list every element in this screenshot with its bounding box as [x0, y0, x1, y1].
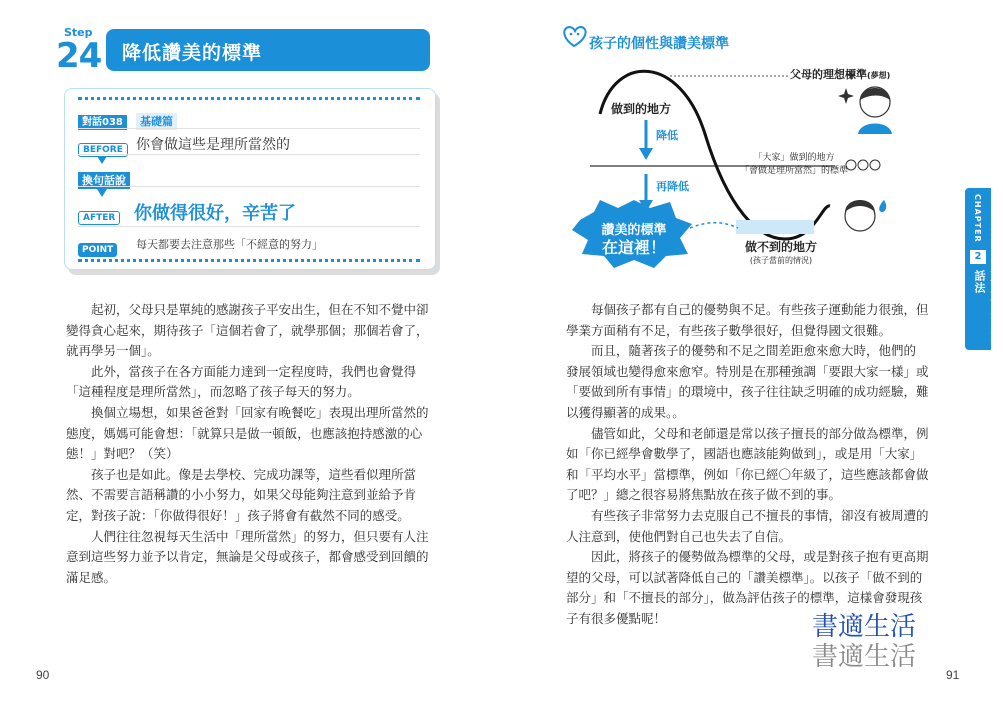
body-line: 儘管如此，父母和老師還是常以孩子擅長的部分做為標準，例 — [566, 425, 929, 441]
page-title: 降低讚美的標準 — [122, 42, 263, 64]
right-body-text — [566, 300, 929, 630]
body-line: 態！」對吧？（笑） — [66, 446, 179, 462]
body-line: 如「你已經學會數學了，國語也應該能夠做到」，或是用「大家」 — [566, 446, 923, 462]
body-line: 「要做到所有事情」的環境中，孩子往往缺乏明確的成功經驗，難 — [566, 384, 929, 400]
guide-line — [78, 186, 420, 187]
dialogue-bottom-dots — [78, 259, 420, 262]
watermark-line2: 書適生活 — [812, 642, 917, 672]
arrow-down-icon — [97, 189, 107, 197]
face-icon — [858, 160, 868, 170]
body-line: 定，對孩子說：「你做得很好！」孩子將會有截然不同的感受。 — [66, 507, 410, 523]
after-tag — [78, 205, 120, 224]
everyone-line1: 「大家」做到的地方 — [753, 153, 835, 163]
watermark-line1: 書適生活 — [812, 612, 917, 642]
heart-icon — [564, 27, 585, 46]
body-line: 發展領域也變得愈來愈窄。特別是在那種強調「要跟大家一樣」或 — [566, 363, 929, 379]
cannot-zone — [736, 220, 814, 234]
body-line: 變得貪心起來，期待孩子「這個若會了，就學那個；那個若會了， — [66, 322, 429, 338]
before-label: BEFORE — [78, 143, 128, 157]
body-line: 此外，當孩子在各方面能力達到一定程度時，我們也會覺得 — [66, 363, 417, 379]
cannot-do-note: (孩子當前的情況) — [749, 256, 813, 265]
chapter-label: CHAPTER — [973, 194, 982, 243]
after-text: 你做得很好，辛苦了 — [134, 203, 296, 224]
face-icon — [870, 160, 880, 170]
child-sweat-icon — [879, 200, 886, 212]
praise-standard-label — [584, 222, 684, 256]
body-line: 了吧？」總之很容易將焦點放在孩子做不到的事。 — [566, 487, 842, 503]
body-line: 因此，將孩子的優勢做為標準的父母，或是對孩子抱有更高期 — [566, 549, 929, 565]
body-line: 人們往往忽視每天生活中「理所當然」的努力，但只要有人注 — [66, 528, 429, 544]
lower-label: 降低 — [656, 129, 678, 142]
dialogue-level: 基礎篇 — [136, 113, 177, 130]
chapter-side-tab — [965, 188, 1002, 350]
body-line: 「這種程度是理所當然」，而忽略了孩子每天的努力。 — [66, 384, 360, 400]
point-text: 每天都要去注意那些「不經意的努力」 — [136, 238, 323, 251]
body-line: 意到這些努力並予以肯定，無論是父母或孩子，都會感受到回饋的 — [66, 549, 429, 565]
ideal-label-text: 父母的理想標準 — [790, 68, 867, 81]
dotted-arrow — [690, 223, 738, 228]
point-label: POINT — [78, 243, 117, 257]
parent-body-icon — [858, 124, 892, 135]
cannot-do-text: 做不到的地方 — [745, 240, 818, 254]
dialogue-top-dots — [78, 97, 420, 100]
sparkle-icon — [838, 88, 854, 104]
step-label: Step — [64, 26, 93, 39]
guide-line — [78, 226, 420, 227]
body-line: 每個孩子都有自己的優勢與不足。有些孩子運動能力很強，但 — [566, 302, 929, 317]
body-line: 然、不需要言語稱讚的小小努力，如果父母能夠注意到並給予肯 — [66, 487, 417, 503]
heart-eye-icon — [570, 33, 573, 36]
diagram-title: 孩子的個性與讚美標準 — [589, 36, 729, 52]
body-line: 人注意到，使他們對自己也失去了自信。 — [566, 528, 792, 544]
step-number: 24 — [56, 36, 102, 76]
lower-again-label: 再降低 — [656, 180, 689, 193]
body-line: 滿足感。 — [66, 569, 117, 585]
point-tag — [78, 237, 117, 256]
body-line: 學業方面稍有不足，有些孩子數學很好，但覺得國文很難。 — [566, 322, 892, 338]
ideal-standard-label — [790, 66, 890, 82]
heart-eye-icon — [577, 33, 580, 36]
chapter-number: 2 — [970, 250, 986, 264]
dialogue-tag-row — [78, 110, 177, 129]
cannot-do-label — [745, 240, 817, 268]
before-text: 你會做這些是理所當然的 — [136, 137, 290, 153]
page-number-left: 90 — [36, 668, 50, 682]
body-line: 有些孩子非常努力去克服自己不擅長的事情，卻沒有被周遭的 — [566, 507, 929, 523]
praise-line2: 在這裡！ — [601, 238, 666, 257]
guide-line — [78, 154, 420, 155]
body-line: 子有很多優點呢！ — [566, 610, 667, 626]
body-line: 態度，媽媽可能會想：「就算只是做一頓飯，也應該抱持感激的心 — [66, 425, 423, 441]
body-line: 就再學另一個」。 — [66, 343, 160, 359]
after-label: AFTER — [78, 211, 120, 225]
everyone-line2: 「會做是理所當然」的標準 — [740, 166, 849, 176]
arrow-down-icon — [97, 156, 107, 164]
arrow-down-icon — [639, 148, 653, 160]
body-line: 以獲得顯著的成果。。 — [566, 404, 685, 420]
body-line: 而且，隨著孩子的優勢和不足之間差距愈來愈大時，他們的 — [566, 343, 917, 359]
body-line: 和「平均水平」當標準，例如「你已經〇年級了，這些應該都會做 — [566, 466, 929, 482]
body-line: 換個立場想，如果爸爸對「回家有晚餐吃」表現出理所當然的 — [66, 404, 429, 420]
rephrase-label: 換句話說 — [78, 172, 130, 189]
body-line: 起初，父母只是單純的感謝孩子平安出生，但在不知不覺中卻 — [66, 302, 429, 317]
ideal-label-note: (夢想) — [867, 71, 891, 80]
guide-line — [78, 128, 420, 129]
body-line: 孩子也是如此。像是去學校、完成功課等，這些看似理所當 — [66, 466, 417, 482]
dialogue-number-tag: 對話038 — [78, 115, 127, 130]
chapter-title: 建立信心的對話法 — [973, 270, 1002, 342]
page-number-right: 91 — [946, 668, 960, 682]
can-do-label: 做到的地方 — [611, 102, 672, 116]
praise-line1: 讚美的標準 — [601, 223, 667, 238]
left-body-text — [66, 300, 429, 588]
everyone-standard-label — [740, 152, 848, 178]
body-line: 望的父母，可以試著降低自己的「讚美標準」。以孩子「做不到的 — [566, 569, 923, 585]
body-line: 部分」和「不擅長的部分」，做為評估孩子的標準，這樣會發現孩 — [566, 590, 923, 606]
